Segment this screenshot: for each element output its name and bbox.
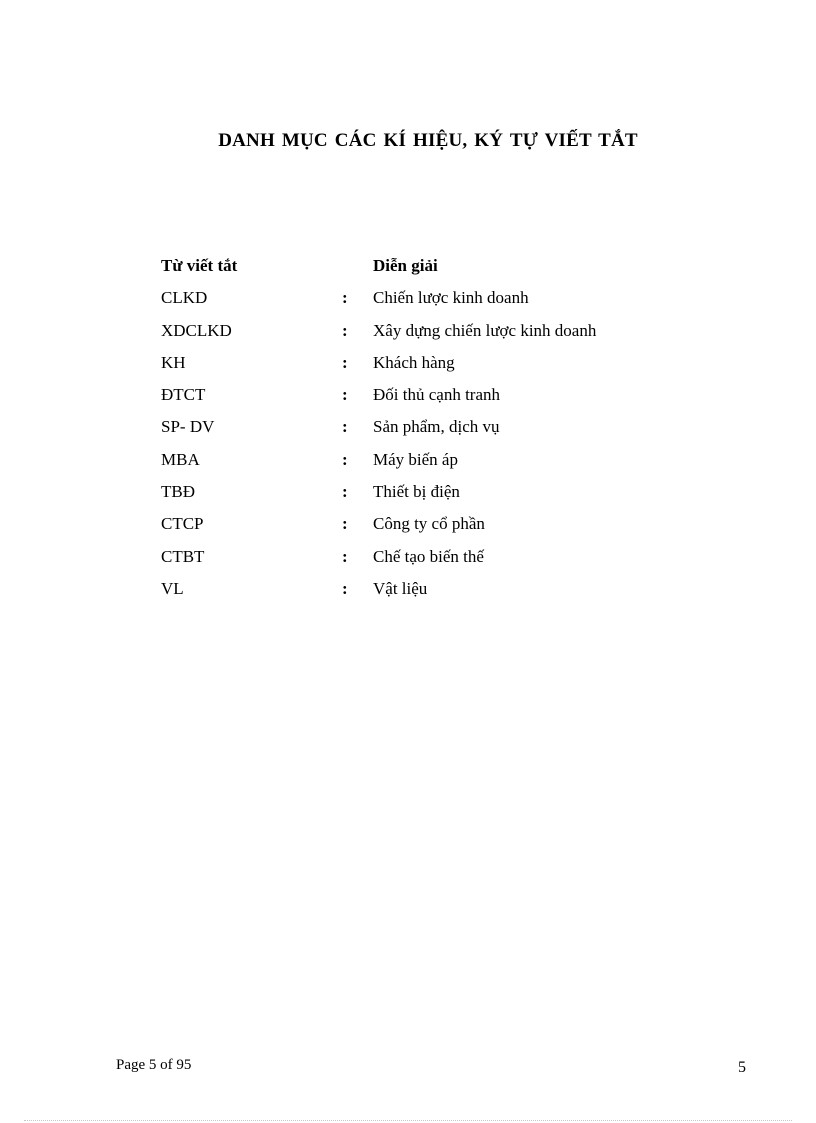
separator-colon: :: [342, 449, 348, 469]
bottom-divider: [24, 1120, 792, 1121]
separator-colon: :: [342, 288, 348, 308]
table-row: [161, 479, 661, 511]
abbreviation-term: MBA: [161, 449, 200, 469]
abbreviation-description: Máy biến áp: [373, 449, 458, 469]
table-row: [161, 511, 661, 543]
header-description: Diễn giải: [373, 256, 438, 275]
table-row: [161, 318, 661, 350]
table-row: [161, 576, 661, 608]
table-row: [161, 447, 661, 479]
abbreviation-description: Chế tạo biến thế: [373, 546, 484, 566]
abbreviation-term: CLKD: [161, 288, 208, 308]
header-term: Từ viết tắt: [161, 256, 238, 275]
abbreviation-description: Đối thủ cạnh tranh: [373, 385, 500, 405]
footer-page-label: Page 5 of 95: [116, 1057, 192, 1073]
table-row: [161, 285, 661, 317]
page-title: DANH MỤC CÁC KÍ HIỆU, KÝ TỰ VIẾT TẮT: [218, 130, 638, 151]
abbreviation-term: TBĐ: [161, 482, 195, 502]
footer-page-number: 5: [738, 1059, 746, 1076]
abbreviation-description: Chiến lược kinh doanh: [373, 288, 529, 308]
abbreviation-description: Sản phẩm, dịch vụ: [373, 417, 500, 437]
separator-colon: :: [342, 514, 348, 534]
table-row: [161, 350, 661, 382]
separator-colon: :: [342, 578, 348, 598]
abbreviation-description: Khách hàng: [373, 352, 455, 372]
separator-colon: :: [342, 320, 348, 340]
abbreviation-term: KH: [161, 352, 186, 372]
table-row: [161, 382, 661, 414]
table-row: [161, 414, 661, 446]
separator-colon: :: [342, 482, 348, 502]
separator-colon: :: [342, 546, 348, 566]
abbreviation-term: ĐTCT: [161, 385, 206, 405]
abbreviation-description: Xây dựng chiến lược kinh doanh: [373, 320, 597, 340]
abbreviation-term: SP- DV: [161, 417, 215, 437]
abbreviation-description: Công ty cổ phần: [373, 514, 485, 534]
abbreviation-term: VL: [161, 578, 184, 598]
abbreviation-term: CTBT: [161, 546, 205, 566]
abbreviation-table: [161, 253, 661, 608]
table-header-row: [161, 253, 661, 285]
abbreviation-description: Vật liệu: [373, 578, 428, 598]
abbreviation-description: Thiết bị điện: [373, 482, 460, 502]
separator-colon: :: [342, 417, 348, 437]
abbreviation-term: XDCLKD: [161, 320, 232, 340]
abbreviation-term: CTCP: [161, 514, 204, 534]
table-row: [161, 544, 661, 576]
separator-colon: :: [342, 385, 348, 405]
separator-colon: :: [342, 352, 348, 372]
